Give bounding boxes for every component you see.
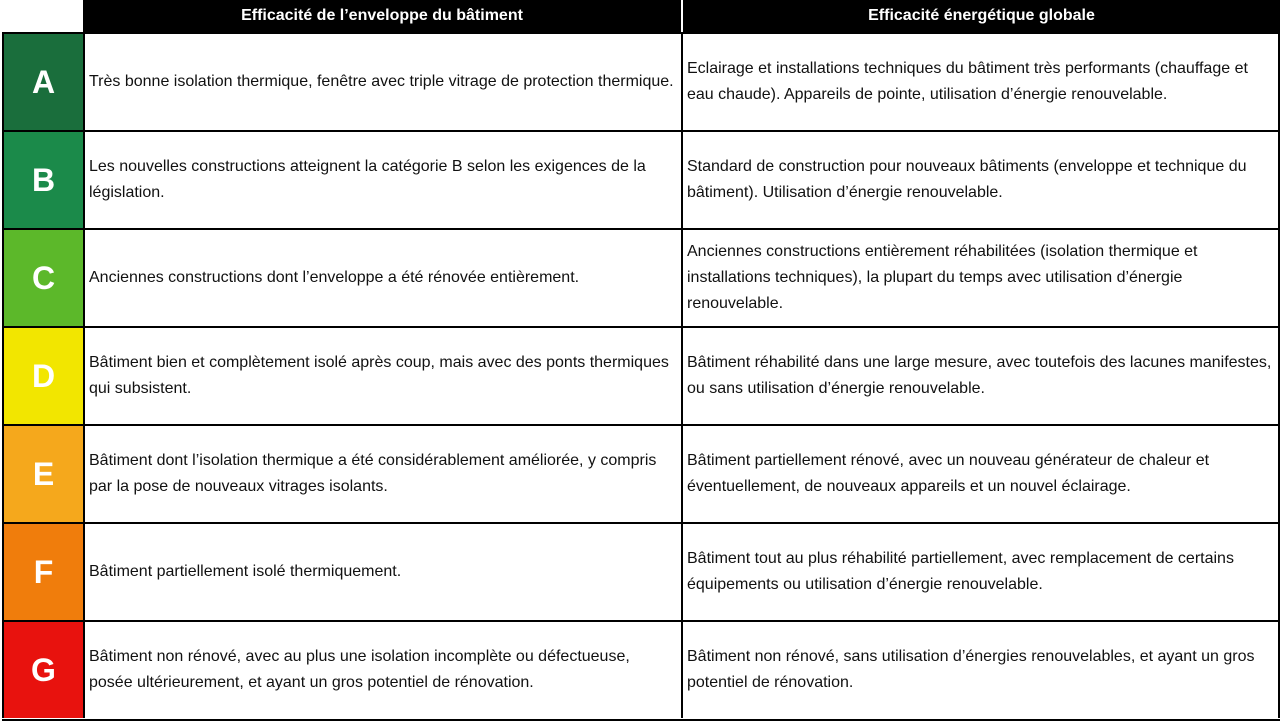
table-row bbox=[0, 424, 1280, 522]
envelope-cell bbox=[83, 130, 681, 228]
envelope-cell bbox=[83, 620, 681, 718]
envelope-cell bbox=[83, 522, 681, 620]
global-cell bbox=[681, 228, 1280, 326]
header-global-efficiency: Efficacité énergétique globale bbox=[681, 0, 1280, 32]
grade-badge: C bbox=[2, 228, 83, 326]
global-text: Anciennes constructions entièrement réhabilitées (isolation thermique et installations techniques), la plupart du temps avec utilisation d’énergie renouvelable. bbox=[687, 243, 1198, 312]
envelope-text: Bâtiment bien et complètement isolé après coup, mais avec des ponts thermiques qui subsistent. bbox=[89, 354, 669, 397]
global-text: Eclairage et installations techniques du bâtiment très performants (chauffage et eau chaude). Appareils de pointe, utilisation d’énergie renouvelable. bbox=[687, 60, 1248, 103]
envelope-text: Très bonne isolation thermique, fenêtre avec triple vitrage de protection thermique. bbox=[89, 73, 674, 90]
envelope-cell bbox=[83, 32, 681, 130]
global-cell bbox=[681, 424, 1280, 522]
global-text: Bâtiment réhabilité dans une large mesure, avec toutefois des lacunes manifestes, ou sans utilisation d’énergie renouvelable. bbox=[687, 354, 1272, 397]
global-cell bbox=[681, 620, 1280, 718]
table-row bbox=[0, 228, 1280, 326]
global-cell bbox=[681, 32, 1280, 130]
envelope-cell bbox=[83, 326, 681, 424]
grade-badge: F bbox=[2, 522, 83, 620]
grade-badge: B bbox=[2, 130, 83, 228]
envelope-cell bbox=[83, 424, 681, 522]
grade-badge: A bbox=[2, 32, 83, 130]
grade-badge: D bbox=[2, 326, 83, 424]
header-corner bbox=[0, 0, 83, 32]
global-cell bbox=[681, 130, 1280, 228]
global-text: Bâtiment partiellement rénové, avec un nouveau générateur de chaleur et éventuellement, de nouveaux appareils et un nouvel éclairage. bbox=[687, 452, 1210, 495]
header-envelope-efficiency: Efficacité de l’enveloppe du bâtiment bbox=[83, 0, 681, 32]
table-header bbox=[0, 0, 1280, 32]
envelope-text: Bâtiment dont l’isolation thermique a été considérablement améliorée, y compris par la pose de nouveaux vitrages isolants. bbox=[89, 452, 657, 495]
table-row bbox=[0, 620, 1280, 718]
envelope-text: Anciennes constructions dont l’enveloppe a été rénovée entièrement. bbox=[89, 269, 580, 286]
global-text: Bâtiment non rénové, sans utilisation d’énergies renouvelables, et ayant un gros potentiel de rénovation. bbox=[687, 648, 1255, 691]
table-row bbox=[0, 32, 1280, 130]
table-row bbox=[0, 326, 1280, 424]
envelope-text: Bâtiment partiellement isolé thermiquement. bbox=[89, 563, 402, 580]
global-cell bbox=[681, 522, 1280, 620]
table-row bbox=[0, 522, 1280, 620]
envelope-cell bbox=[83, 228, 681, 326]
global-cell bbox=[681, 326, 1280, 424]
grade-badge: G bbox=[2, 620, 83, 718]
envelope-text: Bâtiment non rénové, avec au plus une isolation incomplète ou défectueuse, posée ultérieurement, et ayant un gros potentiel de rénovation. bbox=[89, 648, 630, 691]
grade-badge: E bbox=[2, 424, 83, 522]
global-text: Bâtiment tout au plus réhabilité partiellement, avec remplacement de certains équipements ou utilisation d’énergie renouvelable. bbox=[687, 550, 1234, 593]
envelope-text: Les nouvelles constructions atteignent la catégorie B selon les exigences de la législation. bbox=[89, 158, 646, 201]
global-text: Standard de construction pour nouveaux bâtiments (enveloppe et technique du bâtiment). Utilisation d’énergie renouvelable. bbox=[687, 158, 1247, 201]
table-row bbox=[0, 130, 1280, 228]
